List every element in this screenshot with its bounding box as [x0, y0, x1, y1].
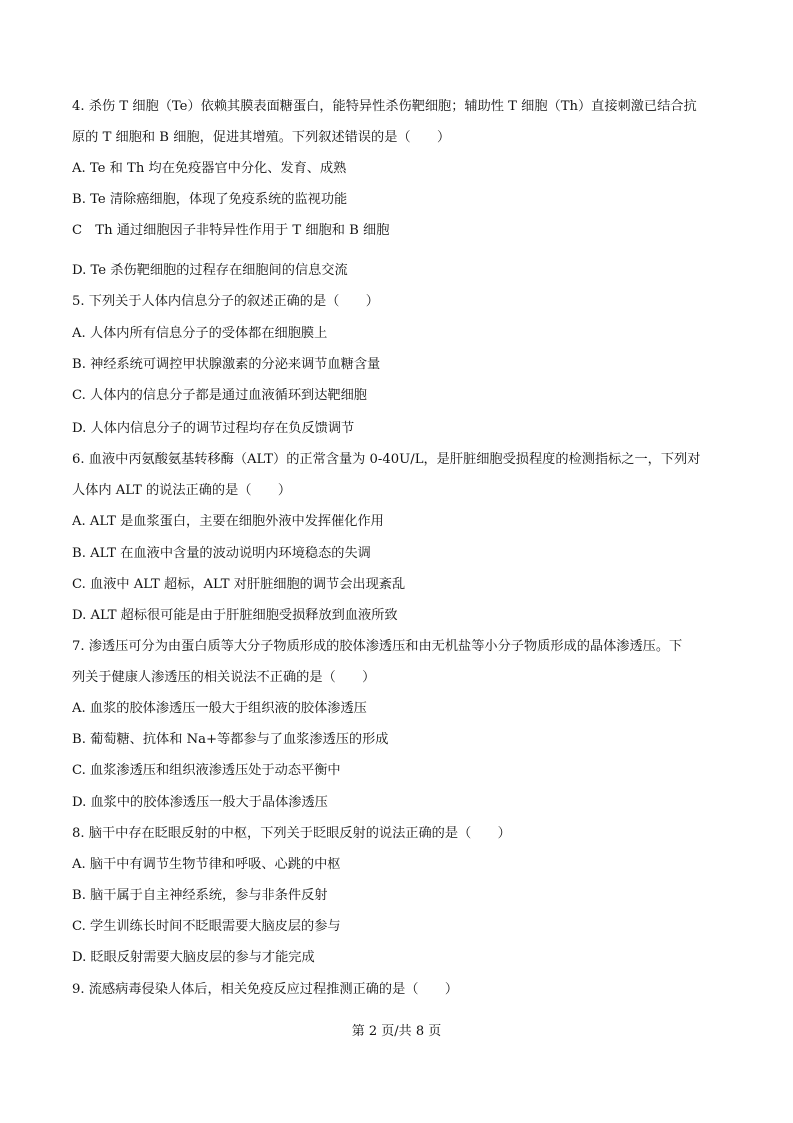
q8-option-c: C. 学生训练长时间不眨眼需要大脑皮层的参与 [72, 919, 341, 934]
q7-stem-line-2: 列关于健康人渗透压的相关说法不正确的是（ ） [72, 670, 376, 685]
q5-option-c: C. 人体内的信息分子都是通过血液循环到达靶细胞 [72, 388, 367, 403]
q6-option-d: D. ALT 超标很可能是由于肝脏细胞受损释放到血液所致 [72, 608, 398, 623]
page-number-footer: 第 2 页/共 8 页 [351, 1024, 442, 1039]
q4-stem-line-2: 原的 T 细胞和 B 细胞，促进其增殖。下列叙述错误的是（ ） [72, 130, 451, 145]
q7-option-d: D. 血浆中的胶体渗透压一般大于晶体渗透压 [72, 795, 328, 810]
q7-stem-line-1: 7. 渗透压可分为由蛋白质等大分子物质形成的胶体渗透压和由无机盐等小分子物质形成的晶体渗透压。下 [72, 639, 683, 654]
q8-option-d: D. 眨眼反射需要大脑皮层的参与才能完成 [72, 950, 315, 965]
q8-option-b: B. 脑干属于自主神经系统，参与非条件反射 [72, 888, 328, 903]
q8-option-a: A. 脑干中有调节生物节律和呼吸、心跳的中枢 [72, 857, 341, 872]
q5-stem-line-1: 5. 下列关于人体内信息分子的叙述正确的是（ ） [72, 294, 379, 309]
q7-option-b: B. 葡萄糖、抗体和 Na+等都参与了血浆渗透压的形成 [72, 732, 389, 747]
q6-stem-line-2: 人体内 ALT 的说法正确的是（ ） [72, 483, 292, 498]
q4-option-a: A. Te 和 Th 均在免疫器官中分化、发育、成熟 [72, 161, 347, 176]
q6-option-c: C. 血液中 ALT 超标，ALT 对肝脏细胞的调节会出现紊乱 [72, 577, 406, 592]
q4-option-c: C Th 通过细胞因子非特异性作用于 T 细胞和 B 细胞 [72, 223, 390, 238]
q6-option-a: A. ALT 是血浆蛋白，主要在细胞外液中发挥催化作用 [72, 514, 384, 529]
q5-option-d: D. 人体内信息分子的调节过程均存在负反馈调节 [72, 421, 355, 436]
q4-stem-line-1: 4. 杀伤 T 细胞（Te）依赖其膜表面糖蛋白，能特异性杀伤靶细胞；辅助性 T 细胞（Th）直接刺激已结合抗 [72, 99, 697, 114]
q5-option-a: A. 人体内所有信息分子的受体都在细胞膜上 [72, 326, 328, 341]
q6-stem-line-1: 6. 血液中丙氨酸氨基转移酶（ALT）的正常含量为 0-40U/L，是肝脏细胞受损程度的检测指标之一，下列对 [72, 452, 701, 467]
q6-option-b: B. ALT 在血液中含量的波动说明内环境稳态的失调 [72, 546, 371, 561]
q5-option-b: B. 神经系统可调控甲状腺激素的分泌来调节血糖含量 [72, 357, 381, 372]
q9-stem-line-1: 9. 流感病毒侵染人体后，相关免疫反应过程推测正确的是（ ） [72, 982, 459, 997]
q7-option-a: A. 血浆的胶体渗透压一般大于组织液的胶体渗透压 [72, 701, 367, 716]
q4-option-b: B. Te 清除癌细胞，体现了免疫系统的监视功能 [72, 192, 348, 207]
q7-option-c: C. 血浆渗透压和组织液渗透压处于动态平衡中 [72, 763, 341, 778]
q4-option-d: D. Te 杀伤靶细胞的过程存在细胞间的信息交流 [72, 263, 348, 278]
q8-stem-line-1: 8. 脑干中存在眨眼反射的中枢，下列关于眨眼反射的说法正确的是（ ） [72, 826, 511, 841]
